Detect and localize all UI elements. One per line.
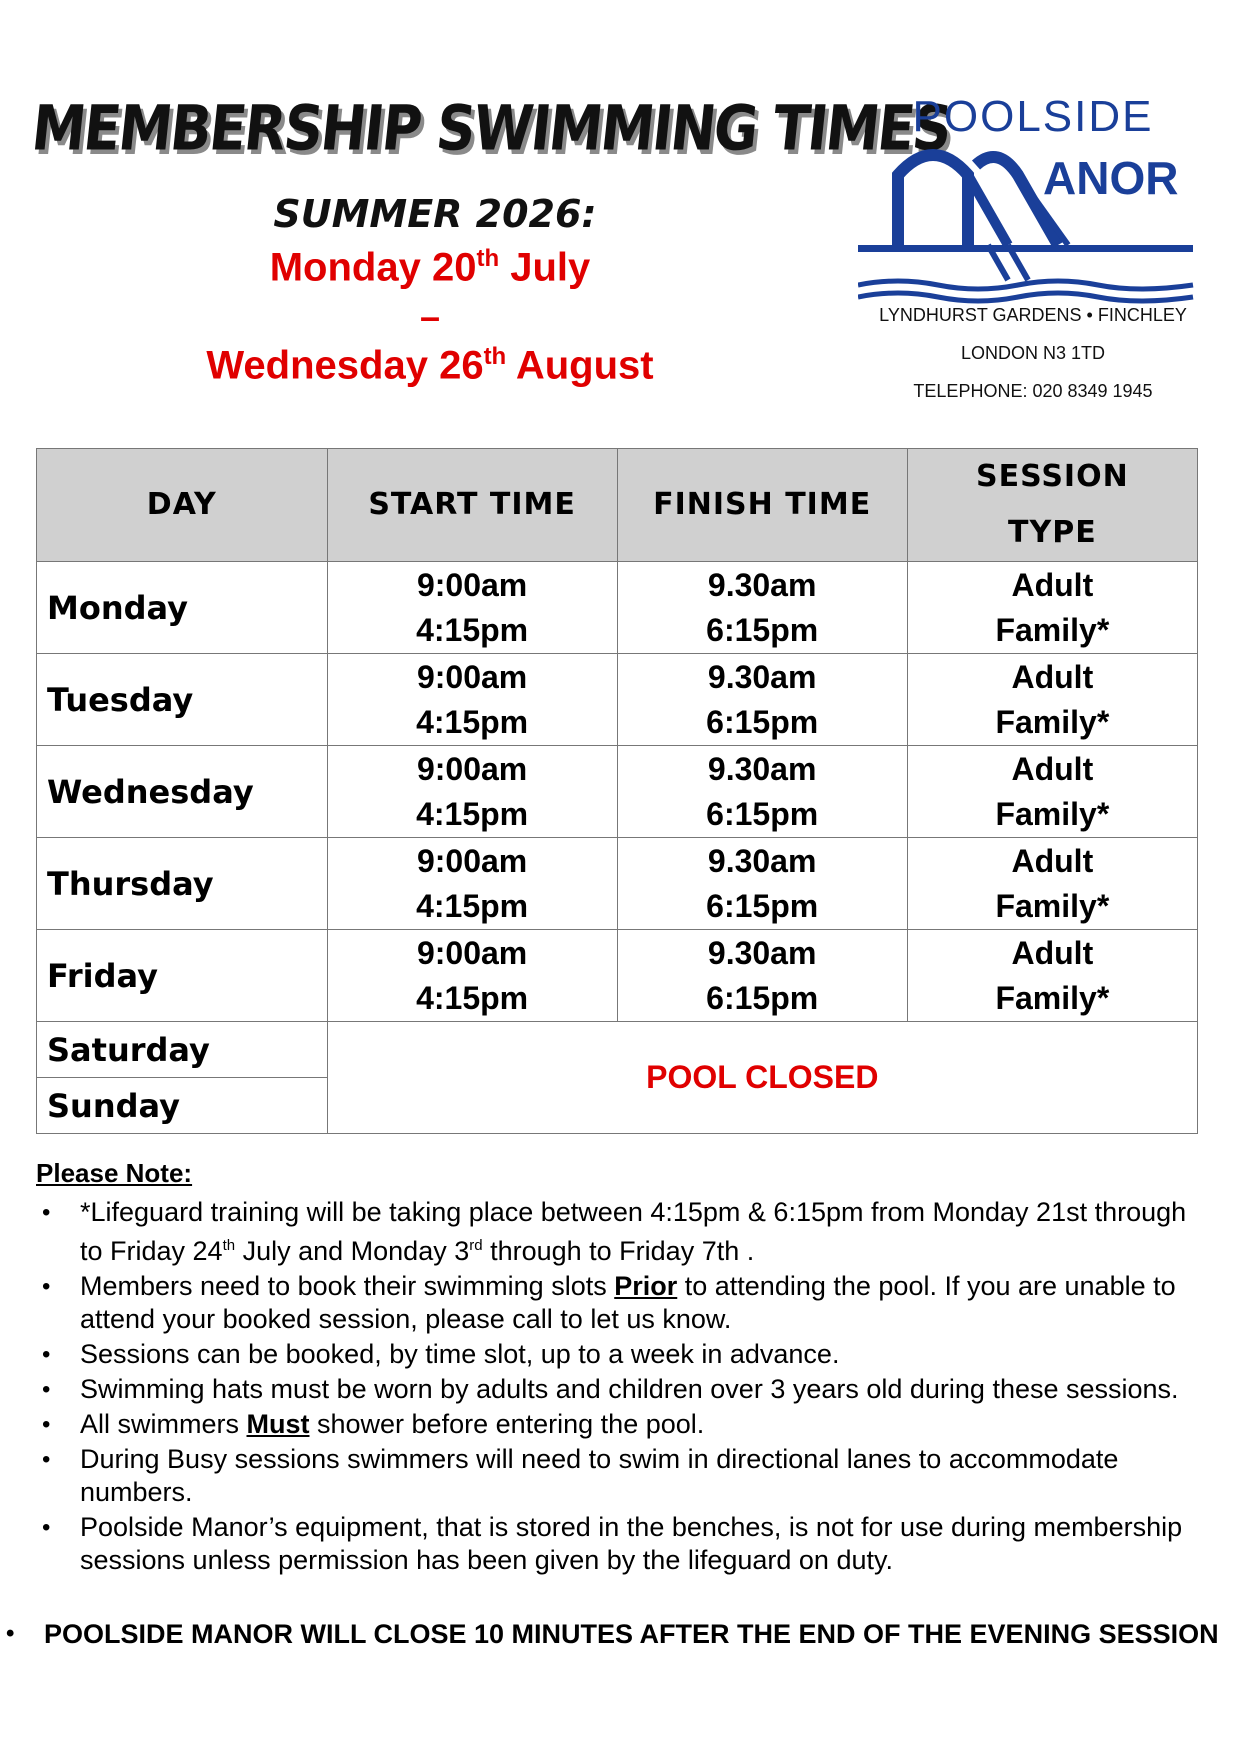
table-row [37, 654, 1198, 746]
date-start: Monday 20th July [269, 245, 591, 290]
logo-wordmark-anor: ANOR [1043, 152, 1179, 204]
day-cell-saturday: Saturday [37, 1022, 328, 1078]
day-cell: Wednesday [37, 746, 328, 838]
date-separator: – [419, 296, 441, 337]
start-cell: 9:00am 4:15pm [327, 654, 617, 746]
type-cell: Adult Family* [907, 838, 1197, 930]
type-cell: Adult Family* [907, 654, 1197, 746]
season-heading: SUMMER 2026: [273, 192, 597, 236]
pool-closed-status: POOL CLOSED [327, 1022, 1197, 1134]
header-session-type: SESSION TYPE [907, 449, 1197, 562]
type-cell: Adult Family* [907, 562, 1197, 654]
finish-cell: 9.30am 6:15pm [617, 746, 907, 838]
table-row [37, 838, 1198, 930]
finish-cell: 9.30am 6:15pm [617, 930, 907, 1022]
finish-cell: 9.30am 6:15pm [617, 838, 907, 930]
schedule-table [36, 448, 1198, 1134]
table-row [37, 562, 1198, 654]
table-row [37, 930, 1198, 1022]
address-line-1: LYNDHURST GARDENS • FINCHLEY [879, 305, 1187, 325]
day-cell: Friday [37, 930, 328, 1022]
list-item: • *Lifeguard training will be taking place between 4:15pm & 6:15pm from Monday 21st through to Friday 24th July and Monday 3rd through to Friday 7th . [36, 1196, 1206, 1268]
day-cell: Monday [37, 562, 328, 654]
list-item: • All swimmers Must shower before entering the pool. [36, 1408, 1206, 1441]
list-item: • Swimming hats must be worn by adults and children over 3 years old during these sessions. [36, 1373, 1206, 1406]
list-item: • Members need to book their swimming slots Prior to attending the pool. If you are unable to attend your booked session, please call to let us know. [36, 1270, 1206, 1336]
type-cell: Adult Family* [907, 930, 1197, 1022]
start-cell: 9:00am 4:15pm [327, 562, 617, 654]
start-cell: 9:00am 4:15pm [327, 838, 617, 930]
header-day: DAY [37, 449, 328, 562]
page-title: MEMBERSHIP SWIMMING TIMES [28, 92, 954, 165]
start-cell: 9:00am 4:15pm [327, 746, 617, 838]
notes-list [36, 1196, 1206, 1579]
list-item: • During Busy sessions swimmers will need to swim in directional lanes to accommodate numbers. [36, 1443, 1206, 1509]
day-cell-sunday: Sunday [37, 1078, 328, 1134]
address-line-2: LONDON N3 1TD [960, 343, 1106, 363]
table-header-row [37, 449, 1198, 562]
start-cell: 9:00am 4:15pm [327, 930, 617, 1022]
closing-notice: • POOLSIDE MANOR WILL CLOSE 10 MINUTES AFTER THE END OF THE EVENING SESSION [0, 1617, 1241, 1651]
type-cell: Adult Family* [907, 746, 1197, 838]
header-start-time: START TIME [327, 449, 617, 562]
poolside-manor-logo [858, 92, 1208, 425]
day-cell: Thursday [37, 838, 328, 930]
logo-wordmark-top: POOLSIDE [912, 92, 1154, 141]
table-row-weekend [37, 1022, 1198, 1078]
finish-cell: 9.30am 6:15pm [617, 562, 907, 654]
telephone-line: TELEPHONE: 020 8349 1945 [913, 381, 1153, 401]
day-cell: Tuesday [37, 654, 328, 746]
notes-heading: Please Note: [36, 1158, 193, 1188]
header-finish-time: FINISH TIME [617, 449, 907, 562]
date-end: Wednesday 26th August [206, 343, 654, 388]
list-item: • Poolside Manor’s equipment, that is stored in the benches, is not for use during membership sessions unless permission has been given by the lifeguard on duty. [36, 1511, 1206, 1577]
table-row [37, 746, 1198, 838]
list-item: • Sessions can be booked, by time slot, up to a week in advance. [36, 1338, 1206, 1371]
finish-cell: 9.30am 6:15pm [617, 654, 907, 746]
